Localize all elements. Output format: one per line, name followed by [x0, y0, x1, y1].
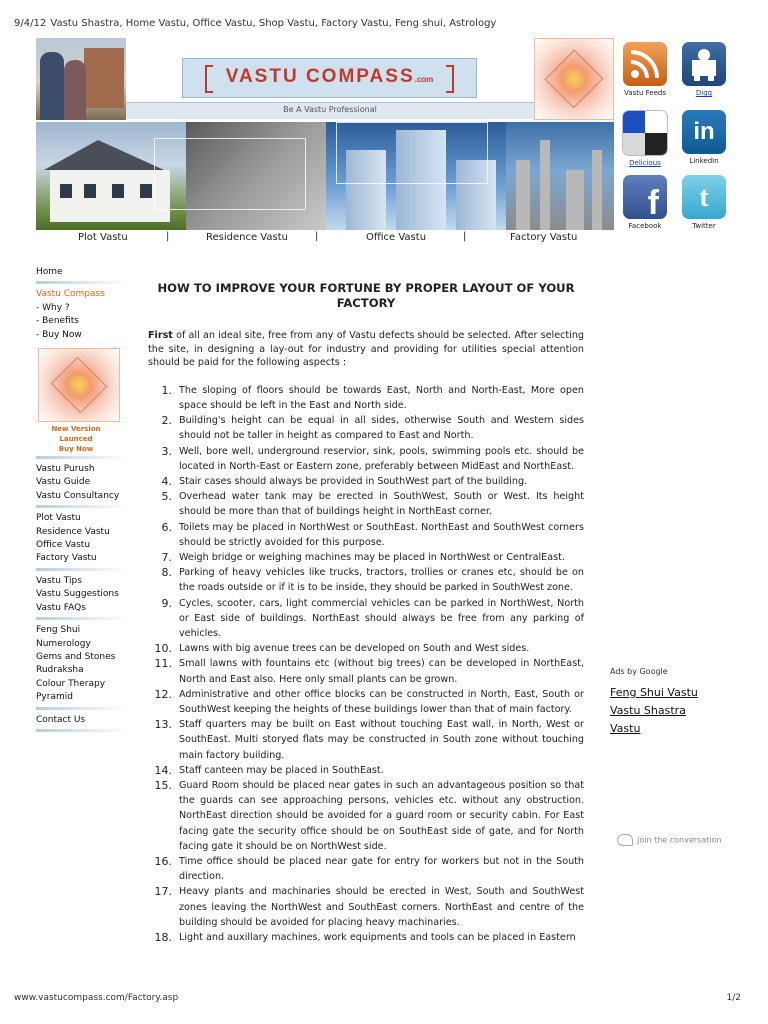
facebook-icon: f [623, 175, 667, 219]
social-label: Delicious [629, 159, 661, 167]
print-footer-page: 1/2 [726, 993, 741, 1003]
factory-image [506, 122, 614, 230]
sidebar-feng-shui[interactable]: Feng Shui [36, 625, 81, 636]
nav-office-vastu[interactable]: Office Vastu [366, 232, 427, 243]
sidebar-gems-stones[interactable]: Gems and Stones [36, 651, 116, 662]
sidebar-vastu-suggestions[interactable]: Vastu Suggestions [36, 589, 119, 600]
sidebar-vastu-compass[interactable]: Vastu Compass [36, 289, 105, 300]
list-item [148, 687, 584, 717]
sidebar-home[interactable]: Home [36, 267, 63, 277]
ad-link-feng-shui-vastu[interactable]: Feng Shui Vastu [610, 686, 698, 699]
family-photo [36, 38, 126, 120]
list-item [148, 717, 584, 763]
nav-plot-vastu[interactable]: Plot Vastu [78, 232, 128, 243]
sidebar-vastu-faqs[interactable]: Vastu FAQs [36, 602, 86, 613]
social-linkedin[interactable] [680, 110, 728, 165]
sidebar-residence-vastu[interactable]: Residence Vastu [36, 526, 110, 537]
list-item-number: 13. [154, 718, 172, 732]
list-item [148, 763, 584, 778]
social-facebook[interactable] [621, 175, 669, 230]
google-ads [610, 667, 730, 738]
header-banner [36, 38, 614, 230]
list-item-text: Well, bore well, underground reservior, sink, pools, swimming pools etc. should be located in North-East or Eastern zone, preferably between MidEast and NorthEast. [179, 445, 584, 472]
print-title: Vastu Shastra, Home Vastu, Office Vastu, Shop Vastu, Factory Vastu, Feng shui, Astrology [50, 18, 497, 29]
list-item-text: Staff canteen may be placed in SouthEast. [179, 764, 384, 776]
list-item-text: Lawns with big avenue trees can be developed on South and West sides. [179, 643, 530, 655]
list-item-number: 16. [154, 855, 172, 869]
list-item-text: Light and auxillary machines, work equipments and tools can be placed in Eastern [179, 932, 576, 944]
layout-points-list [148, 383, 584, 946]
sidebar-office-vastu[interactable]: Office Vastu [36, 540, 91, 551]
print-header [14, 18, 497, 29]
digg-icon [682, 42, 726, 86]
social-label: Vastu Feeds [624, 89, 666, 97]
list-item-number: 14. [154, 763, 172, 777]
join-conversation[interactable] [617, 834, 721, 846]
nav-separator: | [166, 231, 170, 242]
nav-separator: | [463, 231, 467, 242]
list-item [148, 854, 584, 884]
sidebar-vastu-tips[interactable]: Vastu Tips [36, 575, 82, 586]
sidebar-rudraksha[interactable]: Rudraksha [36, 665, 84, 676]
list-item [148, 474, 584, 489]
social-delicious[interactable] [621, 110, 669, 167]
ad-link-vastu-shastra[interactable]: Vastu Shastra [610, 704, 686, 717]
page-title: HOW TO IMPROVE YOUR FORTUNE BY PROPER LAYOUT OF YOUR FACTORY [157, 281, 575, 310]
list-item-number: 2. [161, 414, 172, 428]
logo-domain: .com [414, 75, 434, 84]
list-item-text: Weigh bridge or weighing machines may be placed in NorthWest or CentralEast. [179, 552, 565, 564]
list-item [148, 550, 584, 565]
nav-separator: | [315, 231, 319, 242]
social-label: LinkedIn [689, 157, 719, 165]
launch-line-1[interactable]: New Version Launced [51, 425, 101, 444]
intro-paragraph [148, 329, 584, 370]
join-text: Join the conversation [637, 835, 722, 845]
list-item [148, 884, 584, 930]
list-item [148, 444, 584, 474]
list-item-text: Stair cases should always be provided in SouthWest part of the building. [179, 476, 528, 487]
list-item [148, 778, 584, 854]
twitter-icon: t [682, 175, 726, 219]
delicious-icon [622, 110, 668, 156]
list-item-text: Overhead water tank may be erected in SouthWest, South or West. Its height should be more than that of buildings height in NorthEast corner. [179, 491, 584, 518]
rss-icon [623, 42, 667, 86]
sidebar-vastu-consultancy[interactable]: Vastu Consultancy [36, 490, 120, 501]
list-item-text: Staff quarters may be built on East without touching East wall, in North, West or SouthEast. Multi storyed flats may be constructed in South zone without touching main factory building. [179, 719, 584, 761]
sidebar-pyramid[interactable]: Pyramid [36, 692, 73, 703]
intro-bold: First [148, 330, 173, 341]
list-item-number: 1. [161, 383, 172, 397]
list-item [148, 656, 584, 686]
list-item-text: Toilets may be placed in NorthWest or SouthEast. NorthEast and SouthWest corners should be strictly avoided for this purpose. [179, 521, 584, 548]
ads-heading[interactable]: Ads by Google [610, 667, 668, 676]
list-item-number: 17. [154, 885, 172, 899]
social-label: Facebook [628, 222, 662, 230]
sidebar-colour-therapy[interactable]: Colour Therapy [36, 678, 106, 689]
intro-text: of all an ideal site, free from any of Vastu defects should be selected. After selecting the site, in designing a lay-out for industry and providing for utilities special attention should be paid for the following aspects : [148, 330, 584, 369]
social-digg[interactable] [680, 42, 728, 97]
sidebar-factory-vastu[interactable]: Factory Vastu [36, 553, 97, 564]
compass-product-image[interactable] [38, 348, 120, 422]
list-item [148, 383, 584, 413]
social-label: Digg [695, 89, 713, 97]
yantra-image [534, 38, 614, 120]
sidebar-benefits[interactable]: - Benefits [36, 316, 79, 327]
list-item-number: 12. [154, 687, 172, 701]
list-item-text: Administrative and other office blocks can be constructed in North, East, South or SouthWest keeping the heights of these buildings lower than that of main factory. [179, 688, 584, 716]
list-item-number: 5. [161, 490, 172, 504]
sidebar-numerology[interactable]: Numerology [36, 638, 91, 649]
nav-factory-vastu[interactable]: Factory Vastu [510, 232, 578, 243]
sidebar [36, 266, 128, 736]
logo-text: VASTU COMPASS [225, 66, 415, 87]
list-item-text: Heavy plants and machinaries should be erected in West, South and SouthWest zones leaving the NorthWest and SouthEast corners. NorthEast and centre of the building should be avoided for placing heavy machinaries. [179, 886, 584, 928]
main-content [148, 281, 584, 945]
print-footer-url: www.vastucompass.com/Factory.asp [14, 993, 179, 1003]
sidebar-contact-us[interactable]: Contact Us [36, 714, 86, 725]
list-item-text: Guard Room should be placed near gates in such an advantageous position so that the guards can see approaching persons, vehicles etc. without any obstruction. NorthEast direction should be avoided for a guard room or security cabin. For East facing gate the security office should be on SouthEast side of gate, and for North facing gate it should be on NorthWest side. [179, 780, 584, 852]
list-item [148, 520, 584, 550]
list-item-text: Parking of heavy vehicles like trucks, tractors, trollies or cranes etc, should be on the roads outside or if it is to be inside, they should be parked in SouthWest zone. [179, 567, 584, 594]
sidebar-why[interactable]: - Why ? [36, 302, 70, 313]
launch-line-2[interactable]: Buy Now [58, 445, 94, 454]
sidebar-vastu-purush[interactable]: Vastu Purush [36, 464, 95, 475]
list-item [148, 565, 584, 595]
top-nav [36, 232, 614, 246]
social-twitter[interactable] [680, 175, 728, 230]
list-item-text: Cycles, scooter, cars, light commercial vehicles can be parked in NorthWest, North or East side of buildings. NorthEast should always be free from any parking of vehicles. [179, 597, 584, 640]
list-item-number: 9. [161, 596, 172, 610]
list-item-number: 11. [154, 657, 172, 671]
list-item-number: 18. [154, 931, 172, 945]
nav-residence-vastu[interactable]: Residence Vastu [206, 232, 288, 243]
tagline-bar [126, 102, 534, 119]
list-item-number: 6. [161, 520, 172, 534]
list-item [148, 489, 584, 519]
list-item [148, 596, 584, 642]
sidebar-vastu-guide[interactable]: Vastu Guide [36, 477, 91, 488]
list-item-number: 15. [154, 779, 172, 793]
sidebar-buy-now[interactable]: - Buy Now [36, 329, 82, 340]
list-item [148, 413, 584, 443]
list-item-text: Small lawns with fountains etc (without big trees) can be developed in NorthEast, North and East also. Here only small plants can be grown. [179, 658, 584, 685]
social-vastu-feeds[interactable] [621, 42, 669, 97]
list-item-number: 3. [161, 444, 172, 458]
tagline: Be A Vastu Professional [283, 105, 377, 114]
list-item-text: The sloping of floors should be towards East, North and North-East, More open space should be left in the East and North side. [179, 384, 584, 411]
list-item-number: 7. [161, 551, 172, 565]
list-item-text: Time office should be placed near gate for entry for workers but not in the South direction. [179, 856, 584, 883]
list-item [148, 930, 584, 945]
list-item-number: 4. [161, 475, 172, 488]
ad-link-vastu[interactable]: Vastu [610, 722, 641, 735]
sidebar-plot-vastu[interactable]: Plot Vastu [36, 513, 81, 524]
site-logo[interactable] [182, 58, 477, 98]
linkedin-icon: in [682, 110, 726, 154]
list-item-number: 10. [154, 642, 172, 656]
print-date: 9/4/12 [14, 18, 47, 29]
list-item [148, 641, 584, 656]
twitter-bird-icon [617, 834, 633, 846]
list-item-number: 8. [161, 566, 172, 580]
list-item-text: Building's height can be equal in all sides, otherwise South and Western sides should not be taller in height as compared to East and North. [179, 415, 584, 442]
social-label: Twitter [692, 222, 716, 230]
